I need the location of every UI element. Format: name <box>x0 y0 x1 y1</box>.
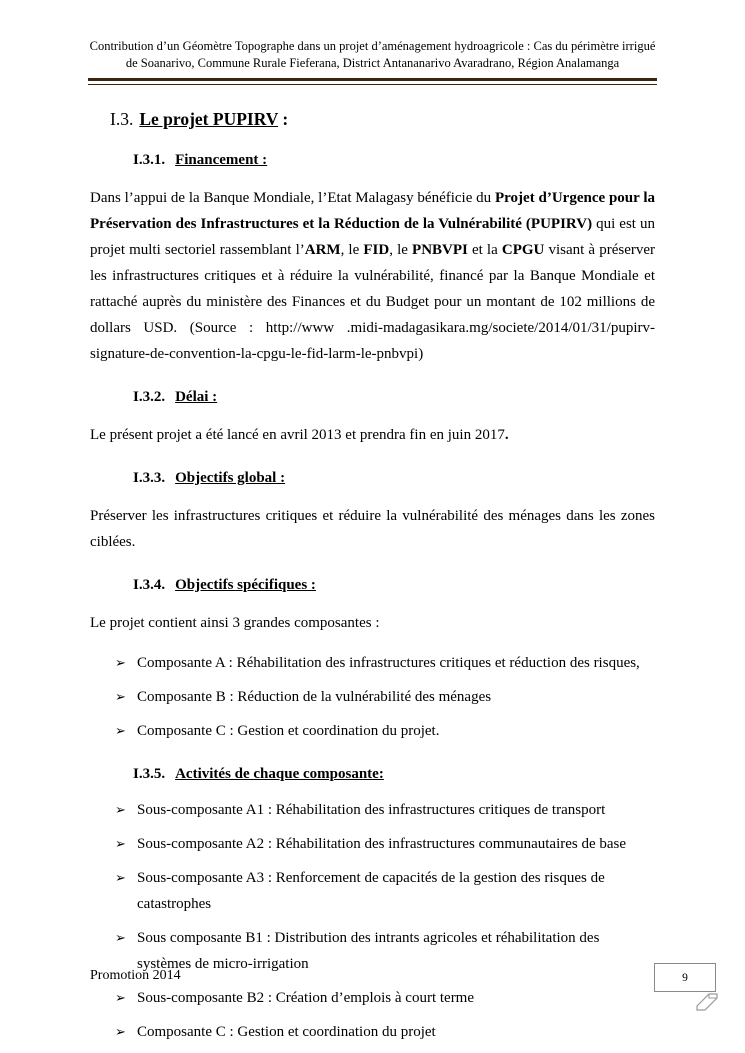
heading-number: I.3.3. <box>133 469 166 486</box>
list-item-text: Composante C : Gestion et coordination du projet <box>137 1023 436 1040</box>
subheading-objectifs-global <box>133 470 655 487</box>
text-run: Le présent projet a été lancé en avril 2013 et prendra fin en juin 2017 <box>90 426 505 443</box>
list-item <box>115 925 655 977</box>
subheading-objectifs-specifiques <box>133 577 655 594</box>
arrow-bullet-icon: ➢ <box>115 1023 126 1039</box>
text-run-bold: CPGU <box>501 241 545 258</box>
page-fold-corner-icon <box>695 992 719 1012</box>
paragraph-objectifs-specifiques-intro: Le projet contient ainsi 3 grandes composantes : <box>90 614 380 631</box>
list-item-text: Sous-composante A2 : Réhabilitation des infrastructures communautaires de base <box>137 835 627 852</box>
arrow-bullet-icon: ➢ <box>115 688 126 704</box>
heading-number: I.3.4. <box>133 576 166 593</box>
text-run-bold: FID <box>363 241 390 258</box>
text-run: visant à préserver les infrastructures critiques et à réduire la vulnérabilité, financé par la Banque Mondiale et rattaché auprès du ministère des Finances et du Budget pour un montant de 102 millions de dollars USD. (Source : http://www .midi-madagasikara.mg/societe/2014/01/31/pupirv-signature-de-convention-la-cpgu-le-fid-larm-le-pnbvpi) <box>90 241 656 362</box>
list-item <box>115 865 655 917</box>
heading-title: Le projet PUPIRV <box>139 108 279 129</box>
list-item <box>115 797 655 823</box>
arrow-bullet-icon: ➢ <box>115 869 126 885</box>
list-item <box>115 718 655 744</box>
list-item <box>115 650 655 676</box>
heading-title: Activités de chaque composante: <box>175 765 384 782</box>
text-run-bold: . <box>504 426 509 443</box>
arrow-bullet-icon: ➢ <box>115 989 126 1005</box>
footer-promotion-text: Promotion 2014 <box>90 968 181 983</box>
paragraph-financement <box>90 185 655 367</box>
heading-title: Objectifs spécifiques : <box>175 576 316 593</box>
paragraph-objectifs-global: Préserver les infrastructures critiques et réduire la vulnérabilité des ménages dans les zones ciblées. <box>90 507 655 550</box>
paragraph-delai <box>90 422 655 448</box>
heading-number: I.3.2. <box>133 388 166 405</box>
list-item <box>115 684 655 710</box>
arrow-bullet-icon: ➢ <box>115 929 126 945</box>
subheading-activites <box>133 766 655 783</box>
list-item <box>115 1019 655 1045</box>
list-item-text: Composante C : Gestion et coordination du projet. <box>137 722 440 739</box>
list-item-text: Sous composante B1 : Distribution des intrants agricoles et réhabilitation des systèmes de micro-irrigation <box>137 929 600 972</box>
list-item-text: Composante A : Réhabilitation des infrastructures critiques et réduction des risques, <box>137 654 640 671</box>
section-heading-main <box>110 109 655 130</box>
text-run: qui est un projet multi sectoriel rassemblant l’ <box>90 215 655 258</box>
list-composantes <box>90 650 655 744</box>
list-item <box>115 985 655 1011</box>
text-run: et la <box>467 241 502 258</box>
text-run: Dans l’appui de la Banque Mondiale, l’Etat Malagasy bénéficie du <box>90 189 495 206</box>
subheading-delai <box>133 389 655 406</box>
heading-suffix: : <box>278 108 289 129</box>
header-divider-rule <box>88 78 657 85</box>
list-item-text: Sous-composante A3 : Renforcement de capacités de la gestion des risques de catastrophes <box>137 869 605 912</box>
running-header: Contribution d’un Géomètre Topographe dans un projet d’aménagement hydroagricole : Cas du périmètre irrigué de Soanarivo, Commune Rurale Fieferana, District Antananarivo Avaradrano, Région Analamanga <box>89 39 656 71</box>
arrow-bullet-icon: ➢ <box>115 654 126 670</box>
page-content <box>90 109 655 1045</box>
text-run: , le <box>389 241 413 258</box>
text-run-bold: ARM <box>304 241 341 258</box>
text-run-bold: PNBVPI <box>412 241 468 258</box>
heading-number: I.3.1. <box>133 151 166 168</box>
subheading-financement <box>133 152 655 169</box>
text-run: , le <box>340 241 364 258</box>
heading-number: I.3. <box>110 108 134 129</box>
heading-title: Délai : <box>175 388 218 405</box>
list-item-text: Composante B : Réduction de la vulnérabilité des ménages <box>137 688 492 705</box>
arrow-bullet-icon: ➢ <box>115 722 126 738</box>
text-run-bold: Projet d’Urgence pour la Préservation des Infrastructures et la Réduction de la Vulnérabilité (PUPIRV) <box>90 189 655 232</box>
arrow-bullet-icon: ➢ <box>115 835 126 851</box>
list-item <box>115 831 655 857</box>
heading-title: Financement : <box>175 151 268 168</box>
list-activites <box>90 797 655 1045</box>
arrow-bullet-icon: ➢ <box>115 801 126 817</box>
page-number-badge: 9 <box>654 963 716 992</box>
list-item-text: Sous-composante A1 : Réhabilitation des infrastructures critiques de transport <box>137 801 606 818</box>
list-item-text: Sous-composante B2 : Création d’emplois à court terme <box>137 989 475 1006</box>
heading-number: I.3.5. <box>133 765 166 782</box>
heading-title: Objectifs global : <box>175 469 286 486</box>
